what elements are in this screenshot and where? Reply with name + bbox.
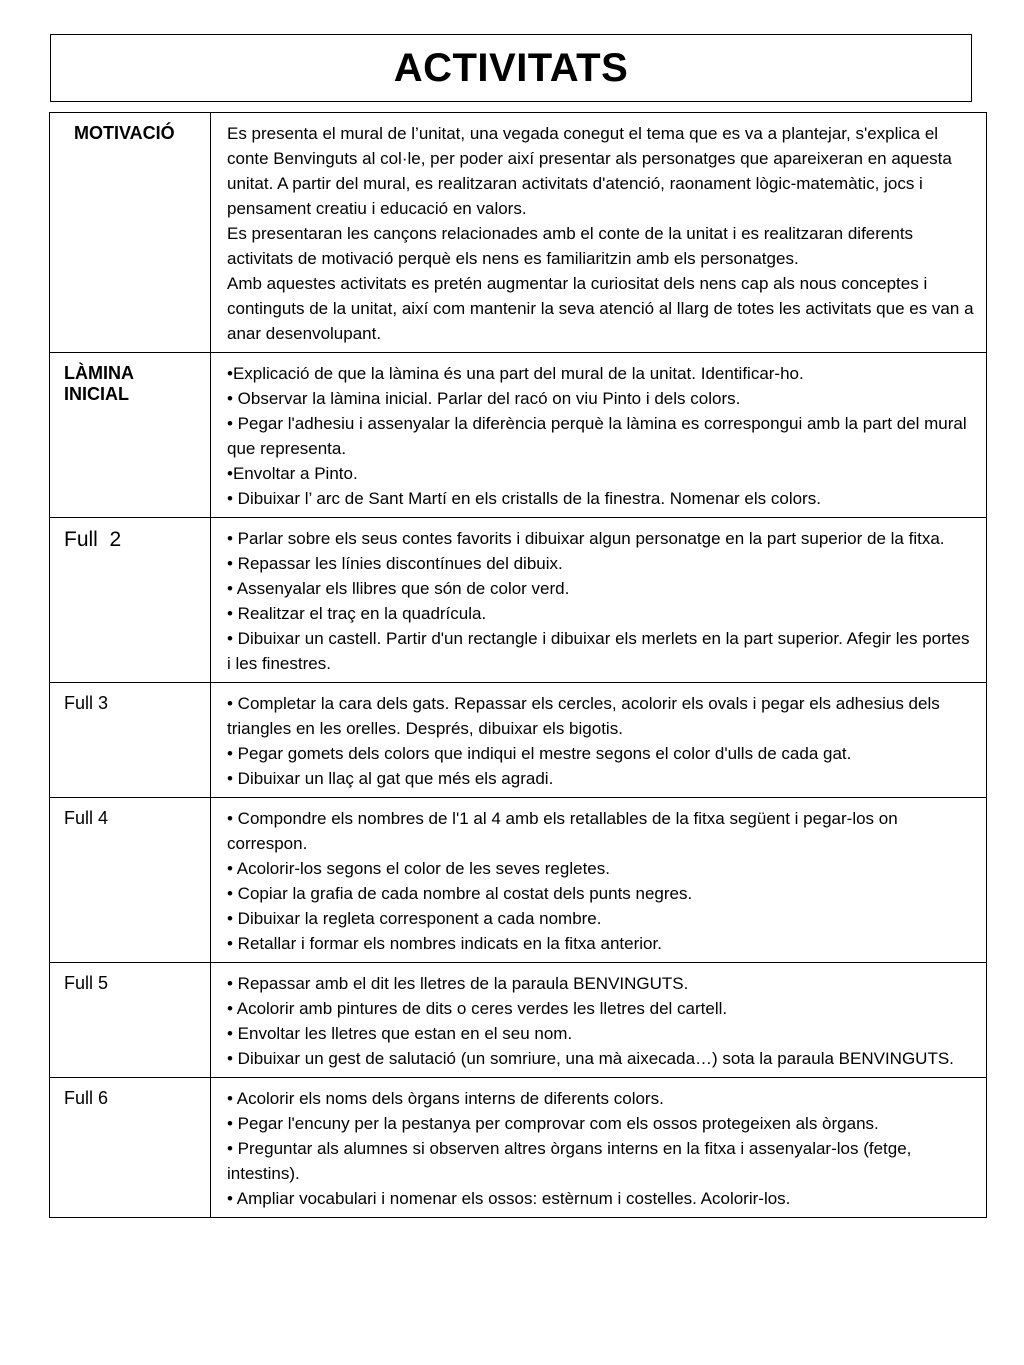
- content-line: • Acolorir els noms dels òrgans interns de diferents colors.: [227, 1089, 664, 1108]
- content-line: • Ampliar vocabulari i nomenar els ossos: estèrnum i costelles. Acolorir-los.: [227, 1189, 791, 1208]
- content-line: Es presentaran les cançons relacionades amb el conte de la unitat i es realitzaran diferents activitats de motivació perquè els nens es familiaritzin amb els personatges.: [227, 224, 914, 268]
- row-label: Full 4: [50, 798, 211, 963]
- table-row-full-2: [50, 518, 987, 683]
- content-line: • Pegar gomets dels colors que indiqui el mestre segons el color d'ulls de cada gat.: [227, 744, 852, 763]
- content-line: • Parlar sobre els seus contes favorits i dibuixar algun personatge en la part superior de la fitxa.: [227, 529, 945, 548]
- content-line: • Preguntar als alumnes si observen altres òrgans interns en la fitxa i assenyalar-los (fetge, intestins).: [227, 1139, 912, 1183]
- content-line: • Pegar l'encuny per la pestanya per comprovar com els ossos protegeixen als òrgans.: [227, 1114, 879, 1133]
- row-content: [211, 798, 987, 963]
- content-line: • Dibuixar un castell. Partir d'un rectangle i dibuixar els merlets en la part superior. Afegir les portes i les finestres.: [227, 629, 970, 673]
- page-title: ACTIVITATS: [393, 45, 629, 90]
- content-line: • Dibuixar la regleta corresponent a cada nombre.: [227, 909, 602, 928]
- content-line: •Envoltar a Pinto.: [227, 464, 358, 483]
- row-label: Full 6: [50, 1078, 211, 1218]
- table-row-full-3: [50, 683, 987, 798]
- row-label: Full 3: [50, 683, 211, 798]
- title-box: [50, 34, 972, 102]
- row-content: [211, 113, 987, 353]
- row-content: [211, 963, 987, 1078]
- row-content: [211, 518, 987, 683]
- content-line: • Compondre els nombres de l'1 al 4 amb els retallables de la fitxa següent i pegar-los on correspon.: [227, 809, 898, 853]
- row-content: [211, 683, 987, 798]
- table-row-full-4: [50, 798, 987, 963]
- content-line: •Explicació de que la làmina és una part del mural de la unitat. Identificar-ho.: [227, 364, 804, 383]
- content-line: • Acolorir-los segons el color de les seves regletes.: [227, 859, 610, 878]
- content-line: • Retallar i formar els nombres indicats en la fitxa anterior.: [227, 934, 662, 953]
- content-line: • Realitzar el traç en la quadrícula.: [227, 604, 487, 623]
- content-line: • Dibuixar un llaç al gat que més els agradi.: [227, 769, 554, 788]
- content-line: • Assenyalar els llibres que són de color verd.: [227, 579, 570, 598]
- activities-table: [49, 112, 987, 1218]
- row-label: MOTIVACIÓ: [50, 113, 211, 353]
- row-content: [211, 1078, 987, 1218]
- content-line: • Pegar l'adhesiu i assenyalar la diferència perquè la làmina es correspongui amb la part del mural que representa.: [227, 414, 967, 458]
- content-line: • Observar la làmina inicial. Parlar del racó on viu Pinto i dels colors.: [227, 389, 741, 408]
- row-label: Full 2: [50, 518, 211, 683]
- content-line: • Completar la cara dels gats. Repassar els cercles, acolorir els ovals i pegar els adhesius dels triangles en les orelles. Després, dibuixar els bigotis.: [227, 694, 940, 738]
- content-line: • Repassar amb el dit les lletres de la paraula BENVINGUTS.: [227, 974, 689, 993]
- content-line: • Repassar les línies discontínues del dibuix.: [227, 554, 563, 573]
- table-row-full-6: [50, 1078, 987, 1218]
- content-line: Amb aquestes activitats es pretén augmentar la curiositat dels nens cap als nous conceptes i continguts de la unitat, així com mantenir la seva atenció al llarg de totes les activitats que es van a anar desenvolupant.: [227, 274, 974, 343]
- table-row-full-5: [50, 963, 987, 1078]
- row-label: Full 5: [50, 963, 211, 1078]
- content-line: Es presenta el mural de l’unitat, una vegada conegut el tema que es va a plantejar, s'explica el conte Benvinguts al col·le, per poder així presentar als personatges que apareixeran en aquesta unitat. A partir del mural, es realitzaran activitats d'atenció, raonament lògic-matemàtic, jocs i pensament creatiu i educació en valors.: [227, 124, 952, 218]
- row-content: [211, 353, 987, 518]
- content-line: • Envoltar les lletres que estan en el seu nom.: [227, 1024, 573, 1043]
- content-line: • Dibuixar un gest de salutació (un somriure, una mà aixecada…) sota la paraula BENVINGUTS.: [227, 1049, 954, 1068]
- content-line: • Dibuixar l’ arc de Sant Martí en els cristalls de la finestra. Nomenar els colors.: [227, 489, 821, 508]
- row-label: LÀMINA INICIAL: [50, 353, 211, 518]
- table-row-lamina-inicial: [50, 353, 987, 518]
- table-row-motivacio: [50, 113, 987, 353]
- content-line: • Copiar la grafia de cada nombre al costat dels punts negres.: [227, 884, 693, 903]
- content-line: • Acolorir amb pintures de dits o ceres verdes les lletres del cartell.: [227, 999, 728, 1018]
